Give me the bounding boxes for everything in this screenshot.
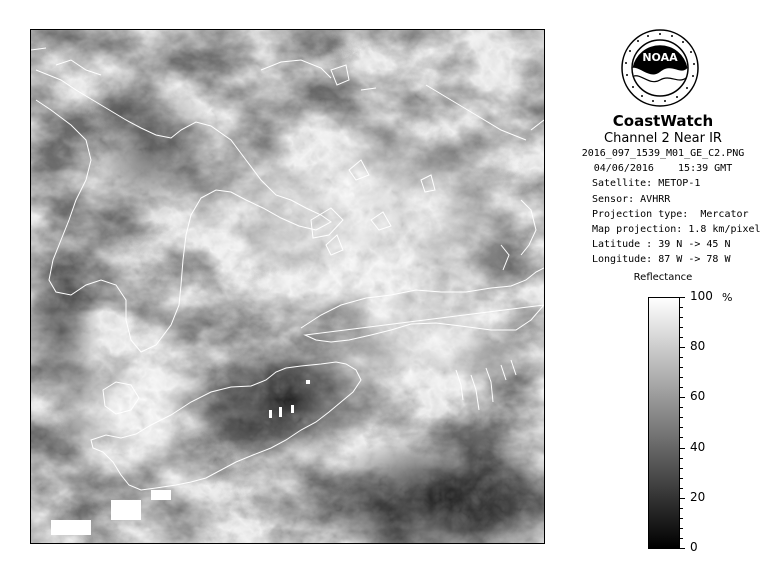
metadata-block <box>548 146 778 268</box>
colorbar-minor-tick <box>680 377 683 378</box>
colorbar-tick-label: 60 <box>690 389 706 403</box>
satellite-image <box>30 29 545 544</box>
colorbar-minor-tick <box>680 357 683 358</box>
colorbar-tick <box>680 297 685 298</box>
colorbar-minor-tick <box>680 317 683 318</box>
colorbar-minor-tick <box>680 538 683 539</box>
noaa-logo-svg <box>620 28 700 108</box>
colorbar-tick-label: 80 <box>690 339 706 353</box>
colorbar-minor-tick <box>680 528 683 529</box>
satellite-image-svg <box>31 30 544 543</box>
colorbar-minor-tick <box>680 407 683 408</box>
meta-latitude: Latitude : 39 N -> 45 N <box>592 239 731 251</box>
colorbar-minor-tick <box>680 327 683 328</box>
meta-longitude: Longitude: 87 W -> 78 W <box>592 254 731 266</box>
colorbar-minor-tick <box>680 387 683 388</box>
colorbar-tick-label: 20 <box>690 490 706 504</box>
colorbar-minor-tick <box>680 488 683 489</box>
meta-projection-type: Projection type: Mercator <box>592 208 749 220</box>
meta-map-projection: Map projection: 1.8 km/pixel <box>592 224 761 236</box>
colorbar-minor-tick <box>680 508 683 509</box>
colorbar-tick <box>680 397 685 398</box>
colorbar-minor-tick <box>680 367 683 368</box>
colorbar-label: Reflectance <box>633 272 693 283</box>
logo-center-text: NOAA <box>642 51 678 64</box>
product-subtitle: Channel 2 Near IR <box>604 131 722 146</box>
colorbar-tick-label: 40 <box>690 440 706 454</box>
colorbar-tick <box>680 347 685 348</box>
colorbar <box>648 297 680 549</box>
colorbar-minor-tick <box>680 478 683 479</box>
meta-satellite: Satellite: METOP-1 <box>592 178 701 190</box>
colorbar-unit: % <box>722 291 733 304</box>
colorbar-minor-tick <box>680 427 683 428</box>
colorbar-minor-tick <box>680 417 683 418</box>
meta-datetime: 04/06/2016 15:39 GMT <box>593 163 733 175</box>
colorbar-tick <box>680 548 685 549</box>
colorbar-minor-tick <box>680 437 683 438</box>
colorbar-tick <box>680 448 685 449</box>
meta-sensor: Sensor: AVHRR <box>592 193 671 205</box>
colorbar-minor-tick <box>680 458 683 459</box>
product-title: CoastWatch <box>612 112 714 130</box>
colorbar-tick-label: 100 <box>690 289 713 303</box>
texture-layer <box>31 30 544 543</box>
colorbar-minor-tick <box>680 468 683 469</box>
colorbar-minor-tick <box>680 518 683 519</box>
noaa-logo <box>620 28 700 108</box>
colorbar-tick <box>680 498 685 499</box>
colorbar-minor-tick <box>680 337 683 338</box>
meta-filename: 2016_097_1539_M01_GE_C2.PNG <box>581 148 745 159</box>
colorbar-tick-label: 0 <box>690 540 698 554</box>
colorbar-minor-tick <box>680 307 683 308</box>
